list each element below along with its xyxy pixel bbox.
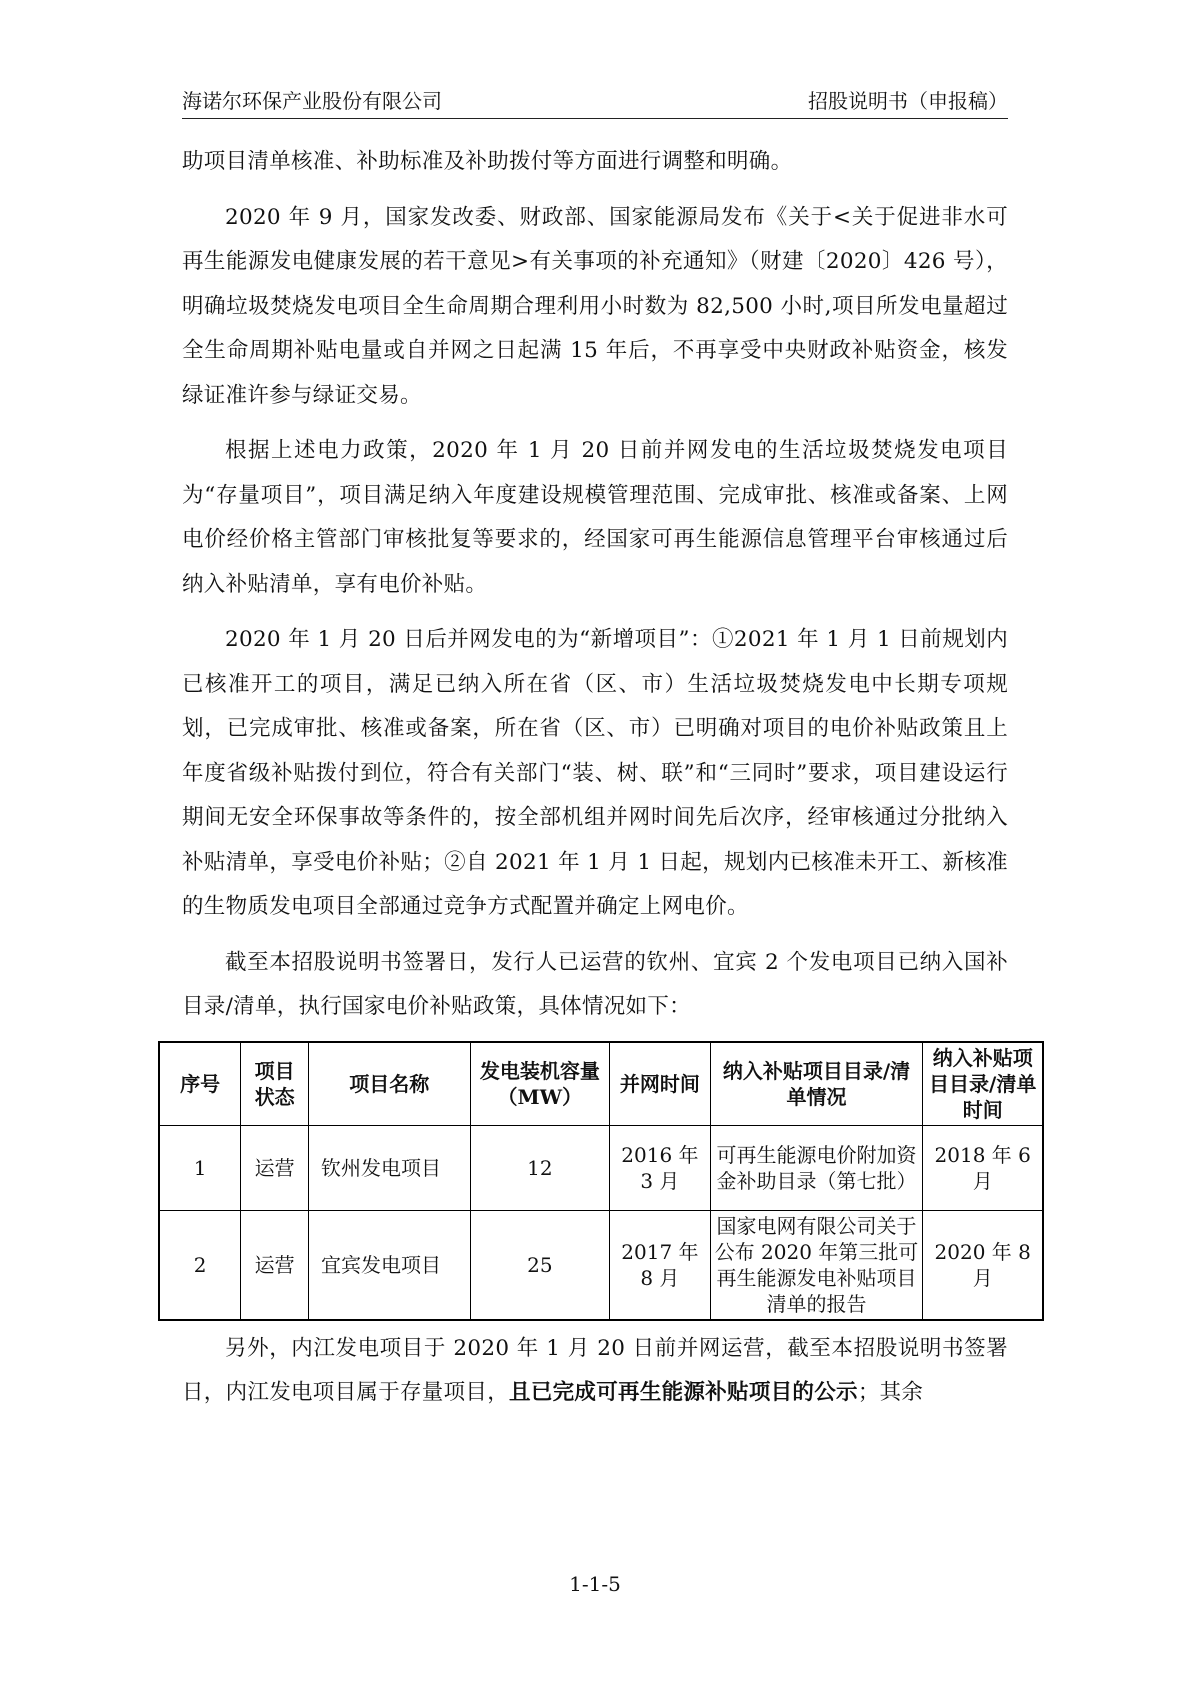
cell-capacity: 12	[470, 1125, 610, 1210]
paragraph-existing-projects: 根据上述电力政策，2020 年 1 月 20 日前并网发电的生活垃圾焚烧发电项目为“存量项目”，项目满足纳入年度建设规模管理范围、完成审批、核准或备案、上网电价经价格主管部门审核批复等要求的，经国家可再生能源信息管理平台审核通过后纳入补贴清单，享有电价补贴。	[182, 438, 1008, 597]
header-catalog-time: 纳入补贴项目目录/清单时间	[923, 1042, 1043, 1126]
cell-catalog-time: 2018 年 6 月	[923, 1125, 1043, 1210]
cell-catalog-time: 2020 年 8 月	[923, 1210, 1043, 1320]
cell-capacity: 25	[470, 1210, 610, 1320]
paragraph-policy-2020-09: 2020 年 9 月，国家发改委、财政部、国家能源局发布《关于<关于促进非水可再生能源发电健康发展的若干意见>有关事项的补充通知》（财建〔2020〕426 号），明确垃圾焚烧发电项目全生命周期合理利用小时数为 82,500 小时,项目所发电量超过全生命周期补贴电量或自并网之日起满 15 年后，不再享受中央财政补贴资金，核发绿证准许参与绿证交易。	[182, 204, 1008, 408]
cell-status: 运营	[241, 1210, 309, 1320]
cell-catalog: 国家电网有限公司关于公布 2020 年第三批可再生能源发电补贴项目清单的报告	[710, 1210, 923, 1320]
cell-name: 宜宾发电项目	[309, 1210, 471, 1320]
table-header-row	[159, 1042, 1043, 1126]
neijiang-text-start: 另外，内江发电项目于 2020 年 1 月 20 日前并网运营，截至本招股说明书签署日，内江发电项目属于存量项目，	[182, 1335, 1008, 1405]
neijiang-text-end: ；其余	[857, 1380, 924, 1405]
page-header	[182, 84, 1008, 119]
paragraph-new-projects: 2020 年 1 月 20 日后并网发电的为“新增项目”：①2021 年 1 月 1 日前规划内已核准开工的项目，满足已纳入所在省（区、市）生活垃圾焚烧发电中长期专项规划，已完成审批、核准或备案，所在省（区、市）已明确对项目的电价补贴政策且上年度省级补贴拨付到位，符合有关部门“装、树、联”和“三同时”要求，项目建设运行期间无安全环保事故等条件的，按全部机组并网时间先后次序，经审核通过分批纳入补贴清单，享受电价补贴；②自 2021 年 1 月 1 日起，规划内已核准未开工、新核准的生物质发电项目全部通过竞争方式配置并确定上网电价。	[182, 627, 1008, 919]
cell-name: 钦州发电项目	[309, 1125, 471, 1210]
subsidy-projects-table	[158, 1041, 1044, 1321]
neijiang-text-bold: 且已完成可再生能源补贴项目的公示	[509, 1380, 858, 1405]
cell-no: 2	[159, 1210, 241, 1320]
cell-no: 1	[159, 1125, 241, 1210]
paragraph-neijiang	[182, 1327, 1008, 1416]
header-name: 项目名称	[309, 1042, 471, 1126]
table-row	[159, 1125, 1043, 1210]
header-status: 项目状态	[241, 1042, 309, 1126]
paragraph-continuation: 助项目清单核准、补助标准及补助拨付等方面进行调整和明确。	[182, 149, 793, 174]
header-capacity: 发电装机容量（MW）	[470, 1042, 610, 1126]
paragraph-table-intro: 截至本招股说明书签署日，发行人已运营的钦州、宜宾 2 个发电项目已纳入国补目录/清单，执行国家电价补贴政策，具体情况如下：	[182, 949, 1008, 1019]
cell-grid-time: 2016 年 3 月	[610, 1125, 710, 1210]
header-grid-time: 并网时间	[610, 1042, 710, 1126]
header-no: 序号	[159, 1042, 241, 1126]
cell-status: 运营	[241, 1125, 309, 1210]
page-number: 1-1-5	[569, 1572, 621, 1596]
header-catalog: 纳入补贴项目目录/清单情况	[710, 1042, 923, 1126]
page-content	[180, 140, 1037, 1427]
document-title: 招股说明书（申报稿）	[808, 89, 1008, 113]
cell-catalog: 可再生能源电价附加资金补助目录（第七批）	[710, 1125, 923, 1210]
company-name: 海诺尔环保产业股份有限公司	[182, 89, 442, 113]
cell-grid-time: 2017 年 8 月	[610, 1210, 710, 1320]
table-row	[159, 1210, 1043, 1320]
